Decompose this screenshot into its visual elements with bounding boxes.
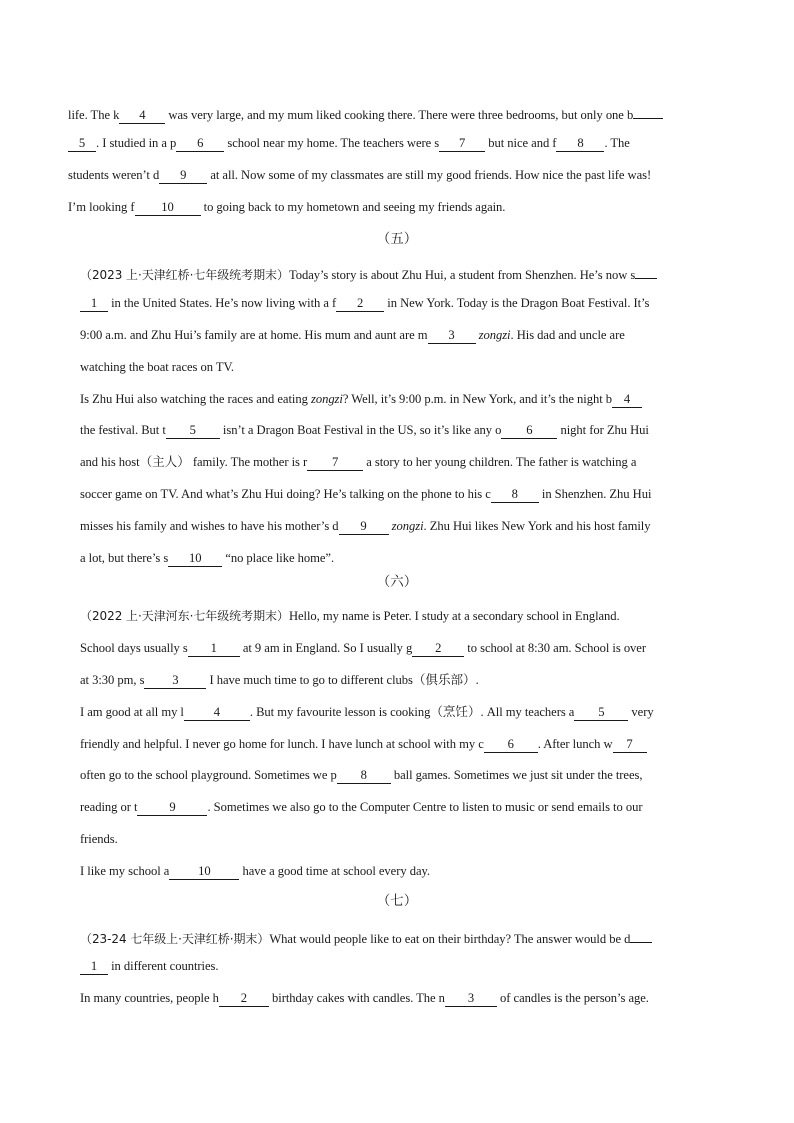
- text-line: 1 in different countries.: [80, 958, 218, 975]
- blank-4[interactable]: 4: [612, 392, 642, 408]
- text-line: life. The k 4 was very large, and my mum liked cooking there. There were three bedrooms, but only one b: [68, 103, 663, 124]
- blank-7[interactable]: 7: [613, 737, 647, 753]
- blank-9[interactable]: 9: [339, 519, 389, 535]
- blank-5[interactable]: 5: [166, 423, 220, 439]
- text-line: the festival. But t 5 isn’t a Dragon Boat Festival in the US, so it’s like any o 6 night for Zhu Hui: [80, 423, 649, 437]
- blank-1-start[interactable]: [635, 263, 657, 279]
- source-note: （2022 上·天津河东·七年级统考期末）: [80, 609, 289, 623]
- text-line: soccer game on TV. And what’s Zhu Hui doing? He’s talking on the phone to his c 8 in Shenzhen. Zhu Hui: [80, 487, 652, 501]
- blank-1[interactable]: 1: [188, 641, 240, 657]
- section-heading: （七）: [376, 893, 418, 908]
- text-line: friendly and helpful. I never go home for lunch. I have lunch at school with my c 6 . After lunch w 7: [80, 736, 647, 753]
- blank-6[interactable]: 6: [484, 737, 538, 753]
- blank-10[interactable]: 10: [168, 551, 222, 567]
- blank-8[interactable]: 8: [556, 136, 604, 152]
- text-line: 5 . I studied in a p 6 school near my home. The teachers were s 7 but nice and f 8 . The: [68, 135, 630, 152]
- text-line: Is Zhu Hui also watching the races and eating zongzi? Well, it’s 9:00 p.m. in New York, and it’s the night b 4: [80, 391, 642, 408]
- blank-5[interactable]: 5: [574, 705, 628, 721]
- blank-2[interactable]: 2: [412, 641, 464, 657]
- text-line: I’m looking f 10 to going back to my hometown and seeing my friends again.: [68, 200, 506, 214]
- text-line: watching the boat races on TV.: [80, 360, 235, 374]
- blank-2[interactable]: 2: [336, 296, 384, 312]
- blank-5[interactable]: 5: [68, 136, 96, 152]
- source-note: （2023 上·天津红桥·七年级统考期末）: [80, 268, 289, 282]
- blank-1[interactable]: 1: [80, 296, 108, 312]
- blank-9[interactable]: 9: [159, 168, 207, 184]
- text-line: School days usually s 1 at 9 am in England. So I usually g 2 to school at 8:30 am. School is over: [80, 641, 646, 655]
- blank-3[interactable]: 3: [428, 328, 476, 344]
- blank-4[interactable]: 4: [184, 705, 250, 721]
- blank-1-start[interactable]: [630, 927, 652, 943]
- blank-10[interactable]: 10: [169, 864, 239, 880]
- text-line: 1 in the United States. He’s now living with a f 2 in New York. Today is the Dragon Boat Festival. It’s: [80, 295, 649, 312]
- blank-1[interactable]: 1: [80, 959, 108, 975]
- blank-9[interactable]: 9: [137, 800, 207, 816]
- text-line: at 3:30 pm, s 3 I have much time to go to different clubs（俱乐部）.: [80, 673, 479, 687]
- blank-8[interactable]: 8: [337, 768, 391, 784]
- text-line: reading or t 9 . Sometimes we also go to the Computer Centre to listen to music or send emails to our: [80, 800, 643, 814]
- section-heading: （五）: [376, 231, 418, 246]
- blank-2[interactable]: 2: [219, 991, 269, 1007]
- text-line: （2023 上·天津红桥·七年级统考期末）Today’s story is about Zhu Hui, a student from Shenzhen. He’s now s: [80, 263, 657, 283]
- blank-7[interactable]: 7: [439, 136, 485, 152]
- blank-6[interactable]: 6: [176, 136, 224, 152]
- blank-3[interactable]: 3: [144, 673, 206, 689]
- text-line: a lot, but there’s s 10 “no place like home”.: [80, 551, 335, 565]
- section-heading: （六）: [376, 574, 418, 589]
- text-line: misses his family and wishes to have his mother’s d 9 zongzi. Zhu Hui likes New York and his host family: [80, 519, 651, 533]
- blank-5-start[interactable]: [633, 103, 663, 119]
- text-line: often go to the school playground. Sometimes we p 8 ball games. Sometimes we just sit under the trees,: [80, 768, 643, 782]
- text-line: （23-24 七年级上·天津红桥·期末）What would people like to eat on their birthday? The answer would be d: [80, 927, 652, 947]
- blank-7[interactable]: 7: [307, 455, 363, 471]
- blank-6[interactable]: 6: [501, 423, 557, 439]
- text-line: I like my school a 10 have a good time at school every day.: [80, 864, 431, 878]
- blank-8[interactable]: 8: [491, 487, 539, 503]
- text-line: I am good at all my l 4 . But my favourite lesson is cooking（烹饪）. All my teachers a 5 very: [80, 705, 654, 719]
- blank-4[interactable]: 4: [119, 108, 165, 124]
- text-line: students weren’t d 9 at all. Now some of my classmates are still my good friends. How nice the past life was!: [68, 168, 652, 182]
- text-line: In many countries, people h 2 birthday cakes with candles. The n 3 of candles is the person’s age.: [80, 991, 649, 1005]
- text-line: friends.: [80, 832, 118, 846]
- source-note: （23-24 七年级上·天津红桥·期末）: [80, 932, 270, 946]
- blank-3[interactable]: 3: [445, 991, 497, 1007]
- text-line: and his host（主人） family. The mother is r 7 a story to her young children. The father is watching a: [80, 455, 637, 469]
- blank-10[interactable]: 10: [135, 200, 201, 216]
- text-line: （2022 上·天津河东·七年级统考期末）Hello, my name is Peter. I study at a secondary school in England.: [80, 609, 620, 623]
- text-line: 9:00 a.m. and Zhu Hui’s family are at home. His mum and aunt are m 3 zongzi. His dad and uncle are: [80, 328, 625, 342]
